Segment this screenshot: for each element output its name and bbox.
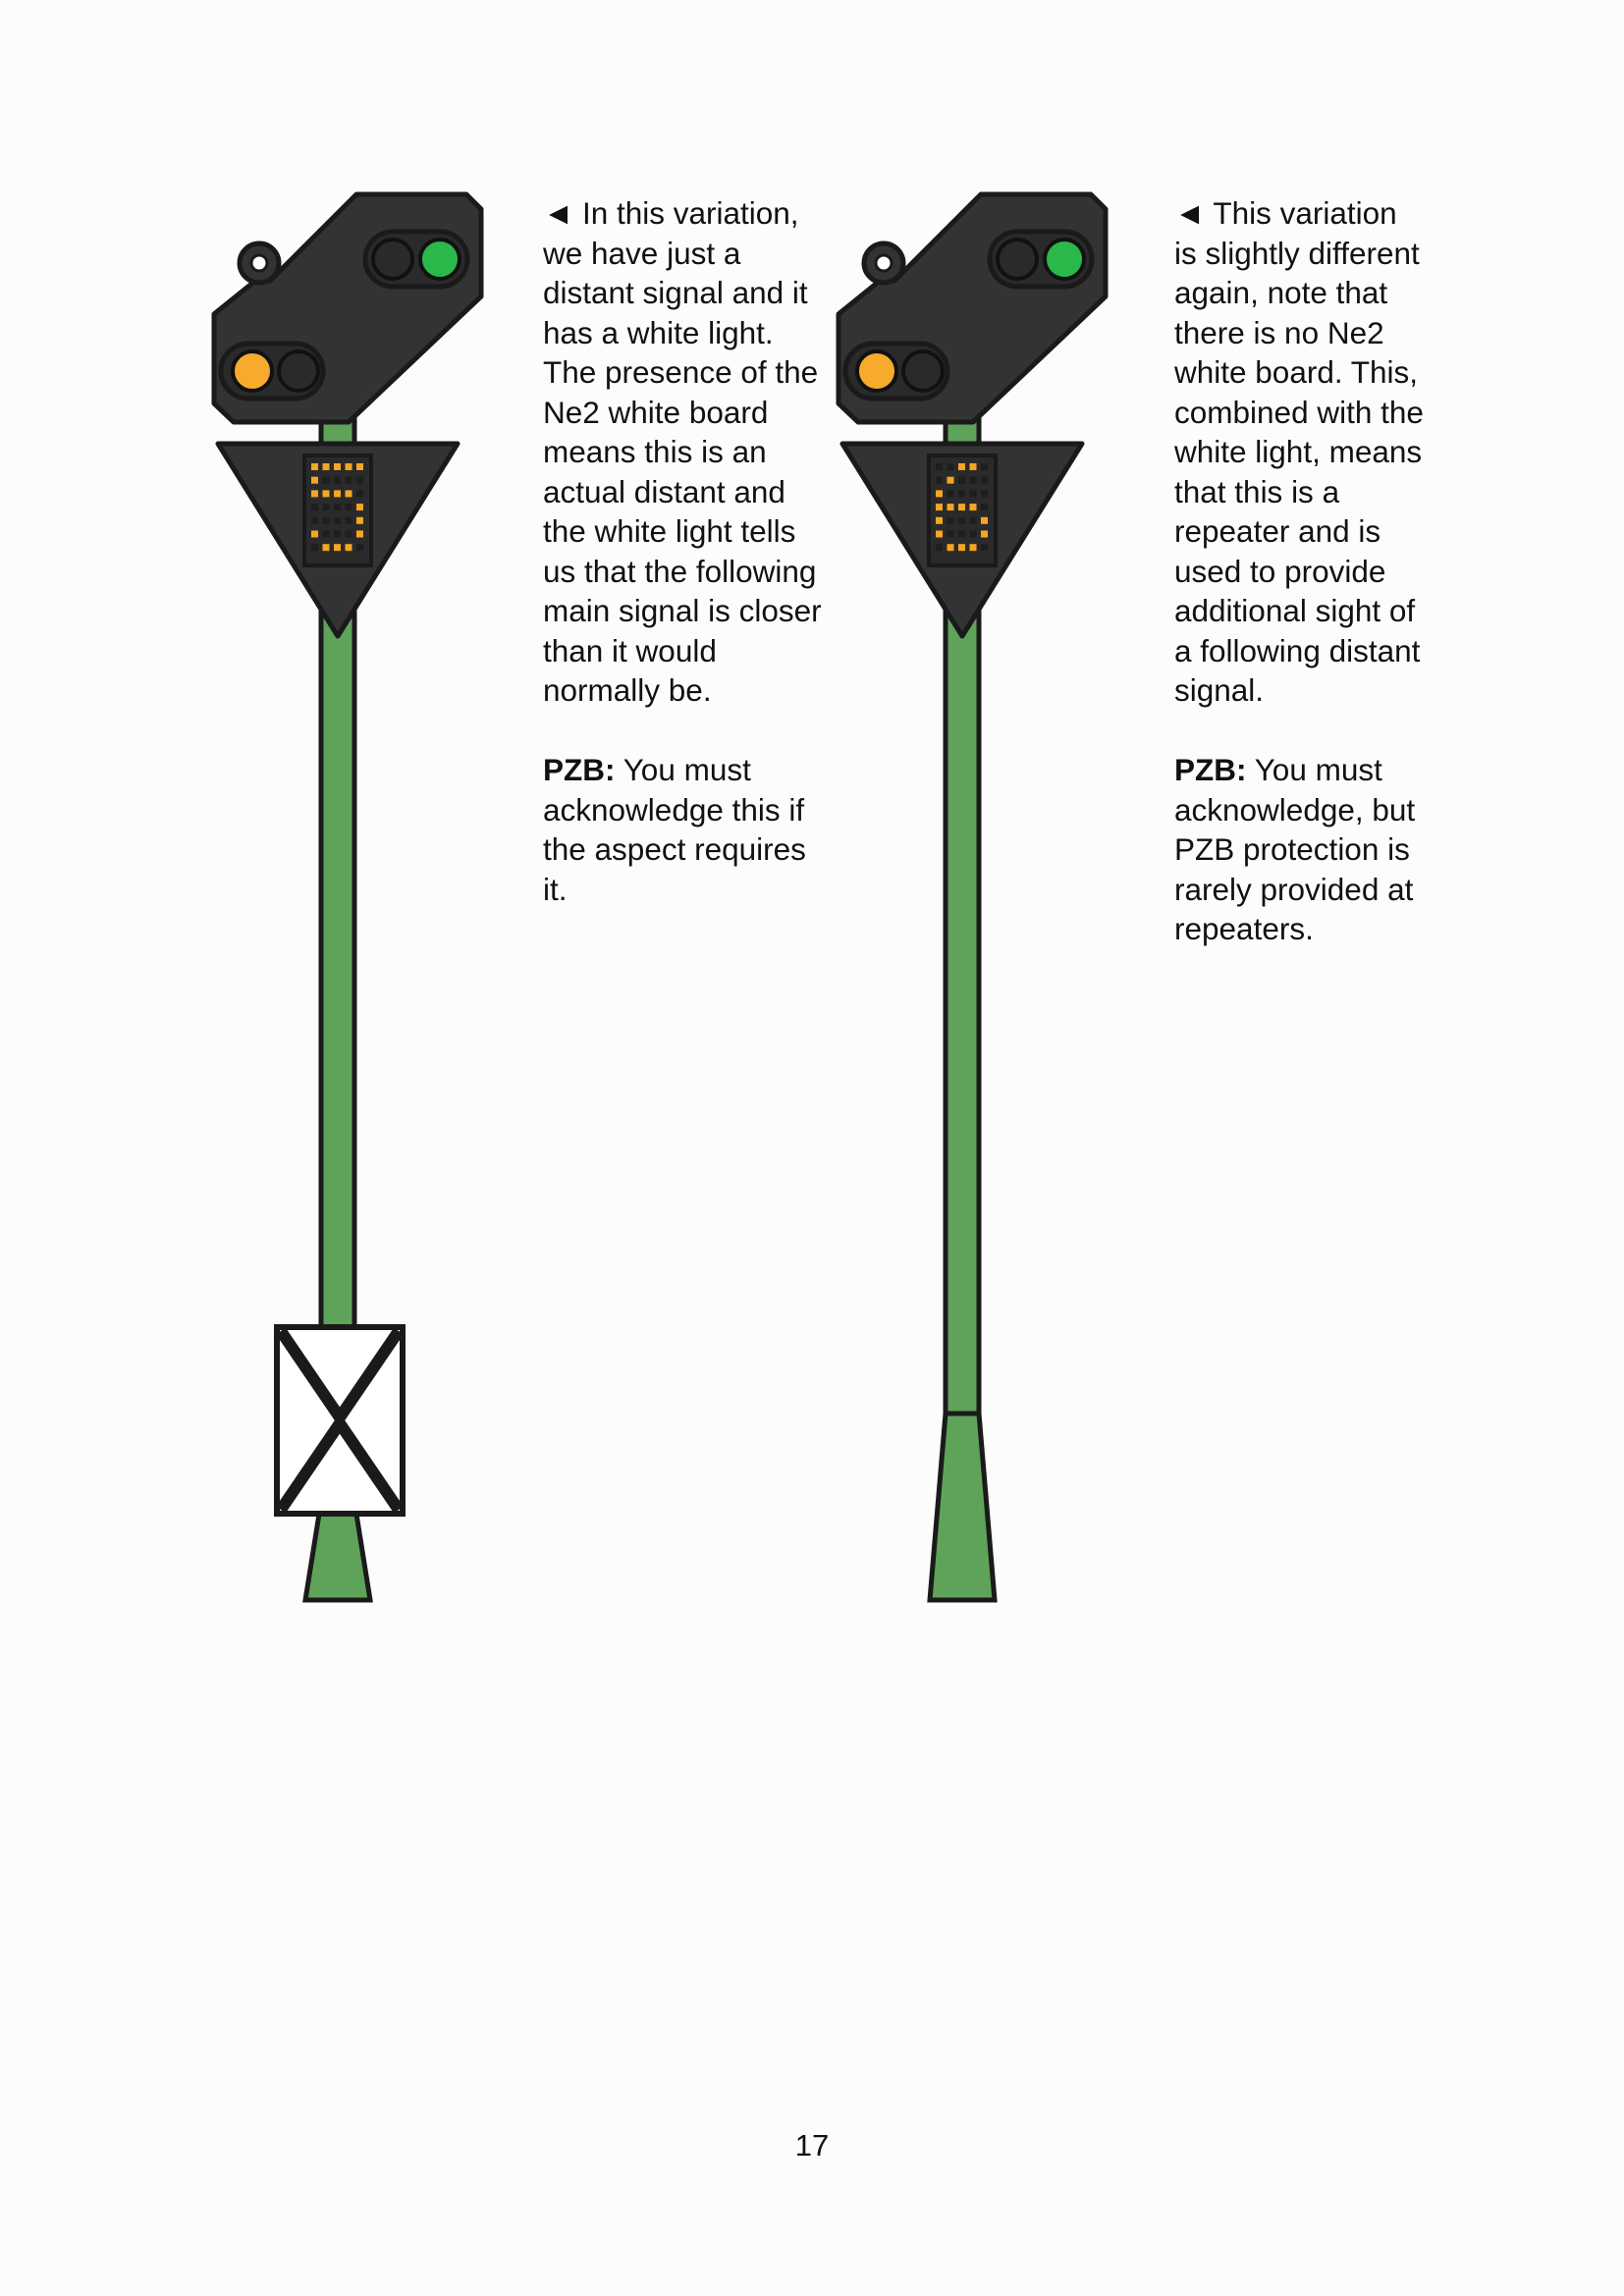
page-number: 17 bbox=[794, 2128, 830, 2163]
indicator-dot-unlit bbox=[981, 504, 988, 510]
indicator-dot-lit bbox=[356, 517, 363, 524]
indicator-dot-unlit bbox=[958, 490, 965, 497]
pzb-label: PZB: bbox=[1174, 752, 1247, 787]
indicator-dot-lit bbox=[323, 544, 330, 551]
distant-signal-repeater bbox=[821, 187, 1125, 1610]
indicator-dot-lit bbox=[356, 531, 363, 538]
indicator-dot-unlit bbox=[356, 544, 363, 551]
indicator-dot-unlit bbox=[356, 490, 363, 497]
indicator-dot-unlit bbox=[346, 531, 352, 538]
indicator-dot-unlit bbox=[981, 477, 988, 484]
ring-hole bbox=[876, 255, 892, 271]
pzb-text: You must acknowledge this if the aspect requires it. bbox=[543, 752, 806, 907]
indicator-dot-lit bbox=[323, 490, 330, 497]
indicator-dot-unlit bbox=[981, 463, 988, 470]
indicator-dot-lit bbox=[311, 477, 318, 484]
indicator-dot-lit bbox=[947, 477, 954, 484]
pzb-note bbox=[543, 750, 828, 909]
indicator-dot-lit bbox=[970, 463, 977, 470]
indicator-dot-lit bbox=[346, 490, 352, 497]
indicator-dot-lit bbox=[323, 463, 330, 470]
signal-1-description bbox=[543, 193, 828, 909]
indicator-dot-lit bbox=[981, 531, 988, 538]
indicator-dot-unlit bbox=[334, 504, 341, 510]
indicator-dot-unlit bbox=[947, 531, 954, 538]
indicator-dot-unlit bbox=[970, 490, 977, 497]
green-lamp-icon bbox=[420, 240, 460, 279]
indicator-dot-unlit bbox=[970, 517, 977, 524]
pzb-text: You must acknowledge, but PZB protection is rarely provided at repeaters. bbox=[1174, 752, 1416, 946]
indicator-dot-unlit bbox=[346, 477, 352, 484]
indicator-dot-lit bbox=[311, 531, 318, 538]
indicator-dot-lit bbox=[356, 463, 363, 470]
distant-signal-with-ne2-board bbox=[196, 187, 501, 1610]
pzb-note bbox=[1174, 750, 1424, 949]
lamp-off-icon bbox=[998, 240, 1037, 279]
indicator-dot-lit bbox=[936, 517, 943, 524]
ne2-white-board bbox=[277, 1327, 403, 1514]
indicator-dot-lit bbox=[970, 544, 977, 551]
indicator-dot-unlit bbox=[970, 531, 977, 538]
indicator-dot-lit bbox=[958, 544, 965, 551]
indicator-dot-unlit bbox=[334, 517, 341, 524]
indicator-dot-unlit bbox=[947, 490, 954, 497]
indicator-dot-unlit bbox=[311, 517, 318, 524]
indicator-dot-unlit bbox=[346, 504, 352, 510]
description-paragraph bbox=[1174, 193, 1424, 711]
pzb-label: PZB: bbox=[543, 752, 616, 787]
indicator-dot-lit bbox=[958, 463, 965, 470]
indicator-dot-lit bbox=[356, 504, 363, 510]
description-paragraph bbox=[543, 193, 828, 711]
indicator-dot-unlit bbox=[958, 477, 965, 484]
indicator-dot-lit bbox=[334, 490, 341, 497]
indicator-dot-lit bbox=[947, 544, 954, 551]
indicator-dot-unlit bbox=[323, 504, 330, 510]
indicator-dot-unlit bbox=[936, 477, 943, 484]
yellow-lamp-icon bbox=[857, 351, 896, 391]
indicator-dot-unlit bbox=[311, 504, 318, 510]
yellow-lamp-icon bbox=[233, 351, 272, 391]
mast-base bbox=[930, 1414, 995, 1600]
indicator-dot-lit bbox=[947, 504, 954, 510]
signal-2-description bbox=[1174, 193, 1424, 949]
indicator-dot-lit bbox=[936, 490, 943, 497]
indicator-dot-lit bbox=[346, 544, 352, 551]
indicator-dot-unlit bbox=[936, 544, 943, 551]
back-arrow-icon: ◄ bbox=[1174, 195, 1206, 231]
indicator-dot-lit bbox=[958, 504, 965, 510]
indicator-dot-unlit bbox=[334, 477, 341, 484]
description-text: In this variation, we have just a distant signal and it has a white light. The presence of the Ne2 white board means this is an actual distant and the white light tells us that the following main signal is closer than it would normally be. bbox=[543, 195, 822, 708]
description-text: This variation is slightly different again, note that there is no Ne2 white board. This, combined with the white light, means that this is a repeater and is used to provide additional sight of a following distant signal. bbox=[1174, 195, 1424, 708]
indicator-dot-lit bbox=[311, 490, 318, 497]
lamp-off-icon bbox=[279, 351, 318, 391]
indicator-dot-lit bbox=[311, 463, 318, 470]
indicator-dot-unlit bbox=[356, 477, 363, 484]
indicator-dot-unlit bbox=[334, 531, 341, 538]
indicator-dot-unlit bbox=[958, 531, 965, 538]
indicator-dot-unlit bbox=[323, 477, 330, 484]
indicator-dot-lit bbox=[346, 463, 352, 470]
back-arrow-icon: ◄ bbox=[543, 195, 574, 231]
indicator-dot-unlit bbox=[981, 490, 988, 497]
indicator-dot-unlit bbox=[311, 544, 318, 551]
indicator-dot-lit bbox=[936, 504, 943, 510]
indicator-dot-unlit bbox=[947, 463, 954, 470]
indicator-dot-lit bbox=[334, 544, 341, 551]
indicator-dot-lit bbox=[936, 531, 943, 538]
green-lamp-icon bbox=[1045, 240, 1084, 279]
indicator-dot-unlit bbox=[346, 517, 352, 524]
indicator-dot-lit bbox=[970, 504, 977, 510]
ring-hole bbox=[251, 255, 267, 271]
indicator-dot-unlit bbox=[936, 463, 943, 470]
indicator-dot-unlit bbox=[981, 544, 988, 551]
indicator-dot-lit bbox=[334, 463, 341, 470]
indicator-dot-unlit bbox=[323, 531, 330, 538]
indicator-dot-unlit bbox=[323, 517, 330, 524]
indicator-dot-lit bbox=[981, 517, 988, 524]
indicator-dot-unlit bbox=[958, 517, 965, 524]
indicator-dot-unlit bbox=[970, 477, 977, 484]
lamp-off-icon bbox=[373, 240, 412, 279]
lamp-off-icon bbox=[903, 351, 943, 391]
indicator-dot-unlit bbox=[947, 517, 954, 524]
